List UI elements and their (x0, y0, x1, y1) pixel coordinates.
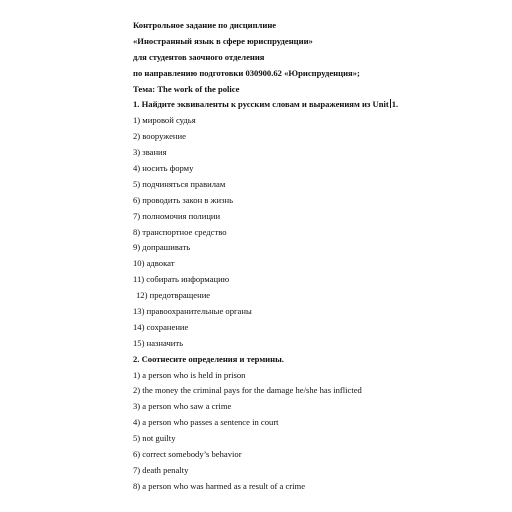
task2-item: 8) a person who was harmed as a result of a crime (133, 480, 306, 491)
task1-item: 15) назначить (133, 337, 184, 348)
task2-item: 2) the money the criminal pays for the damage he/she has inflicted (133, 385, 362, 396)
header-line-2: «Иностранный язык в сфере юриспруденции» (133, 35, 313, 46)
document-body (133, 18, 503, 495)
task1-item: 9) допрашивать (133, 242, 191, 253)
task2-item: 3) a person who saw a crime (133, 401, 232, 412)
task1-item: 12) предотвращение (136, 290, 211, 301)
header-line-1: Контрольное задание по дисциплине (133, 20, 277, 30)
header-line-4: по направлению подготовки 030900.62 «Юриспруденция»; (133, 67, 360, 78)
task1-item: 14) сохранение (133, 321, 189, 332)
task2-heading: 2. Соотнесите определения и термины. (133, 353, 284, 364)
task1-item: 13) правоохранительные органы (133, 306, 252, 317)
task1-item: 5) подчиняться правилам (133, 178, 226, 189)
text-cursor (390, 99, 391, 108)
task2-item: 4) a person who passes a sentence in court (133, 417, 279, 428)
task2-item: 1) a person who is held in prison (133, 369, 246, 380)
task1-item: 7) полномочия полиции (133, 210, 221, 221)
task1-item: 11) собирать информацию (133, 274, 230, 285)
task1-item: 10) адвокат (133, 258, 175, 269)
task1-item: 3) звания (133, 147, 167, 158)
task2-item: 6) correct somebody’s behavior (133, 449, 242, 460)
task1-heading-tail: 1. (391, 99, 399, 110)
task1-item: 6) проводить закон в жизнь (133, 194, 233, 205)
task2-item: 5) not guilty (133, 433, 176, 444)
task1-item: 8) транспортное средство (133, 226, 227, 237)
header-line-3: для студентов заочного отделения (133, 51, 265, 62)
topic-line: Тема: The work of the police (133, 83, 240, 94)
task1-heading (133, 97, 503, 113)
task1-item: 2) вооружение (133, 131, 186, 142)
task1-item: 4) носить форму (133, 163, 194, 174)
task1-heading-text: 1. Найдите эквиваленты к русским словам и выражениям из Unit (133, 99, 389, 110)
task2-item: 7) death penalty (133, 464, 189, 475)
task1-item: 1) мировой судья (133, 115, 196, 126)
